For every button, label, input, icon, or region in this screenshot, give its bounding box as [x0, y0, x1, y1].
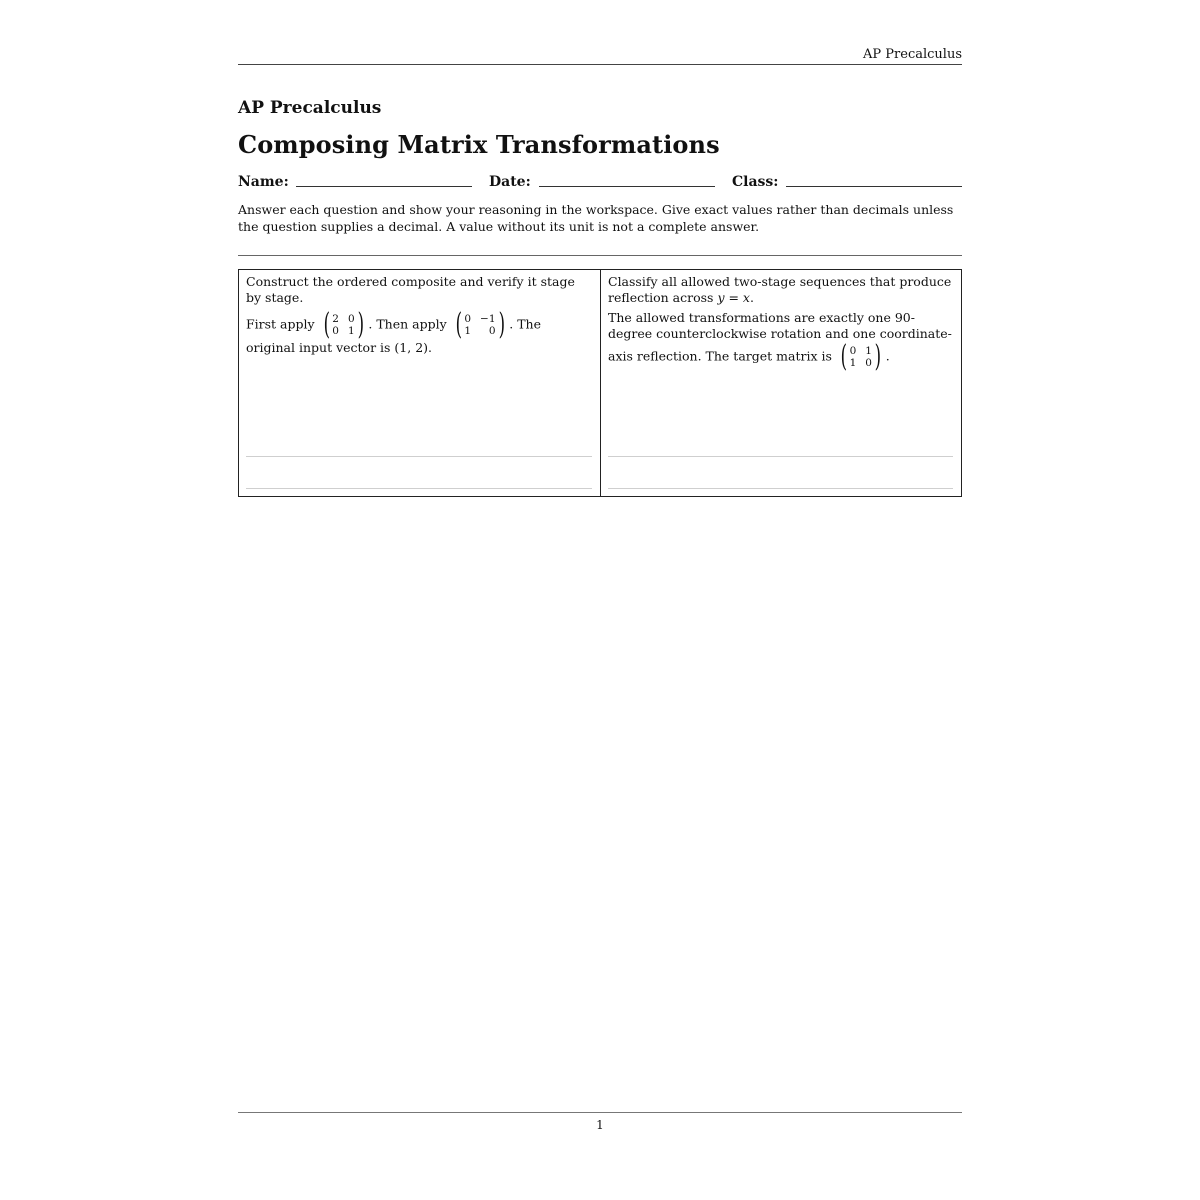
- class-field[interactable]: [786, 186, 962, 187]
- answer-line[interactable]: [246, 488, 592, 489]
- target-matrix-entry: 1: [849, 357, 857, 369]
- question-2-lead-text: Classify all allowed two-stage sequences that produce reflection across: [608, 274, 952, 305]
- target-matrix-entry: 0: [865, 357, 872, 369]
- question-2-lead: [608, 274, 954, 306]
- worksheet-page: [238, 0, 962, 1200]
- page-number: 1: [596, 1118, 604, 1132]
- answer-line[interactable]: [608, 488, 953, 489]
- input-vector: (1, 2): [394, 340, 429, 355]
- question-1: [239, 270, 600, 496]
- question-1-text: . Then apply: [368, 316, 447, 332]
- instructions: Answer each question and show your reasoning in the workspace. Give exact values rather than decimals unless the question supplies a decimal. A value without its unit is not a complete answer.: [238, 202, 954, 234]
- matrix-b: ( 0 −1 1 0 ): [455, 307, 505, 342]
- matrix-a-entry: 2: [332, 313, 339, 325]
- running-header: AP Precalculus: [863, 47, 962, 62]
- target-matrix: ( 0 1 1 0 ): [840, 339, 882, 374]
- course-name: AP Precalculus: [238, 98, 382, 118]
- question-1-body: [246, 307, 593, 356]
- matrix-b-entry: 0: [488, 325, 496, 337]
- question-1-text: First apply: [246, 316, 315, 332]
- matrix-b-entry: 1: [464, 325, 472, 337]
- answer-line[interactable]: [608, 456, 953, 457]
- class-label: Class:: [732, 174, 779, 190]
- question-2: [600, 270, 961, 496]
- question-1-text: .: [428, 340, 433, 355]
- question-2-body: [608, 310, 954, 372]
- matrix-a: ( 2 0 0 1 ): [323, 307, 364, 342]
- question-grid: [238, 269, 962, 497]
- matrix-a-entry: 0: [332, 325, 339, 337]
- question-2-text: The allowed transformations are exactly one 90-degree counterclockwise rotation and one coordinate-axis reflection. The target matrix is: [608, 310, 952, 364]
- answer-line[interactable]: [246, 456, 592, 457]
- matrix-a-entry: 1: [347, 325, 355, 337]
- date-field[interactable]: [539, 186, 715, 187]
- target-matrix-entry: 1: [865, 345, 872, 357]
- target-matrix-entry: 0: [849, 345, 857, 357]
- matrix-b-entry: 0: [464, 313, 472, 325]
- footer-rule: [238, 1112, 962, 1113]
- name-label: Name:: [238, 174, 289, 190]
- matrix-a-entry: 0: [347, 313, 355, 325]
- header-rule: [238, 64, 962, 65]
- matrix-b-entry: −1: [480, 313, 496, 325]
- question-1-text: . The original input vector is: [246, 316, 541, 355]
- question-1-lead: Construct the ordered composite and verify it stage by stage.: [246, 274, 575, 305]
- date-label: Date:: [489, 174, 531, 190]
- reflection-line: y = x: [717, 290, 750, 305]
- section-divider: [238, 255, 962, 256]
- question-2-text: .: [885, 348, 890, 364]
- question-2-lead-text: .: [749, 290, 754, 305]
- page-title: Composing Matrix Transformations: [238, 130, 720, 159]
- student-info-fields: [238, 174, 962, 194]
- name-field[interactable]: [296, 186, 472, 187]
